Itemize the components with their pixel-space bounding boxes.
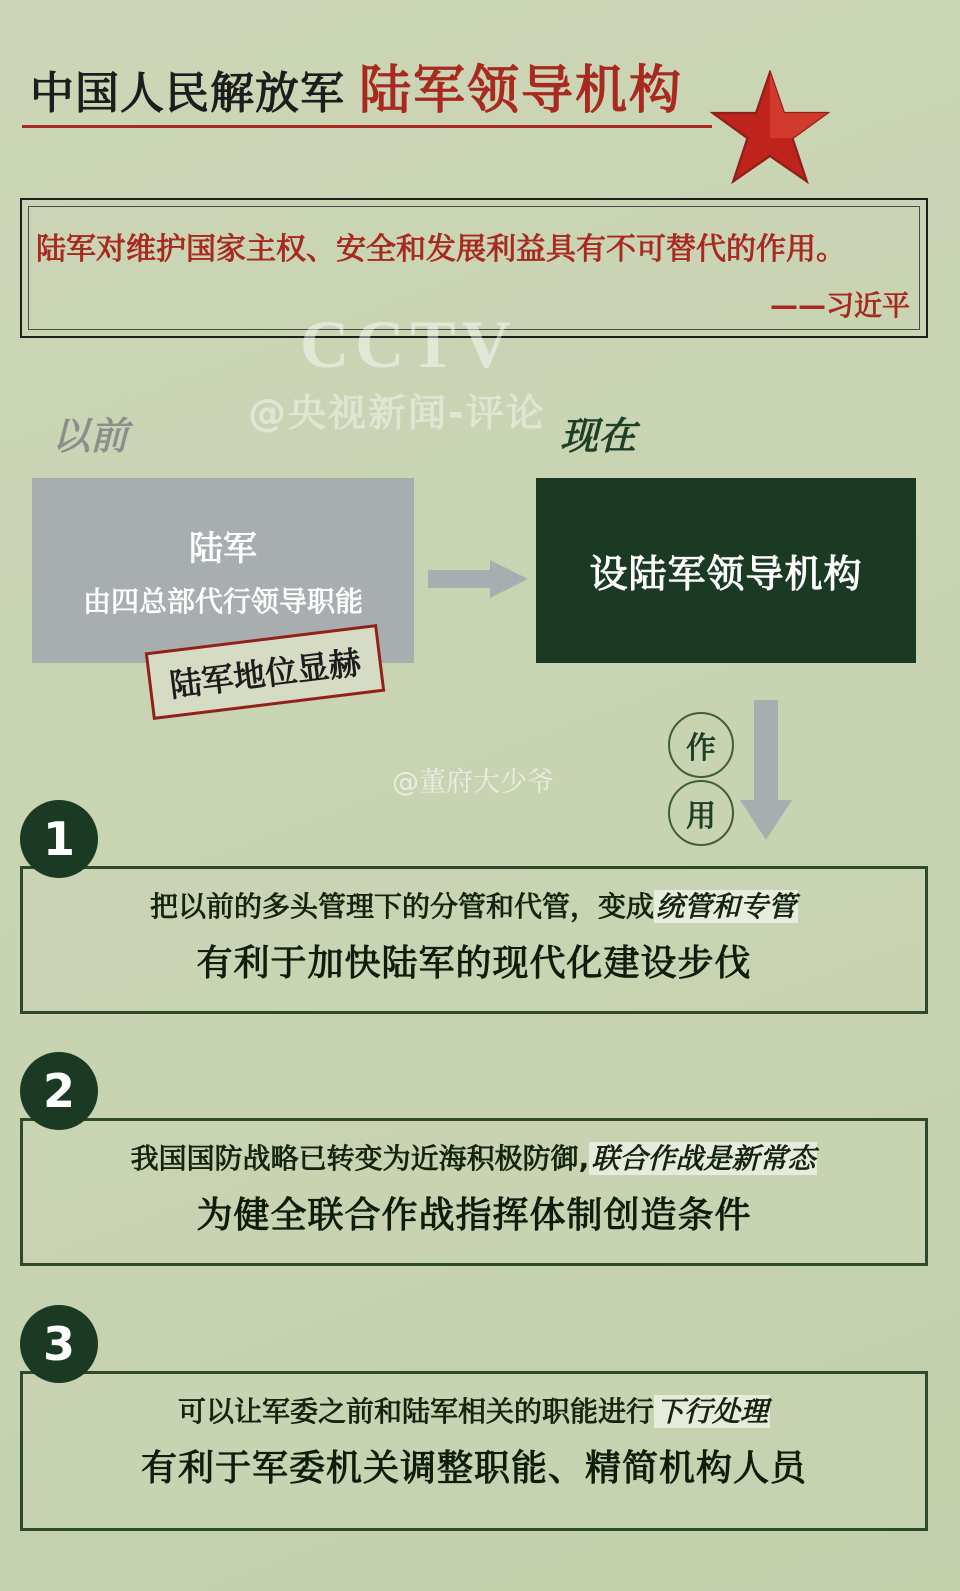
quote-author: ——习近平: [769, 289, 910, 322]
point-box-1: [20, 866, 928, 1014]
now-box-text: 设陆军领导机构: [589, 552, 863, 596]
point-badge-1: 1: [20, 800, 98, 878]
quote-text: 陆军对维护国家主权、安全和发展利益具有不可替代的作用。: [36, 232, 846, 267]
point-3-line1-prefix: 可以让军委之前和陆军相关的职能进行: [177, 1395, 654, 1428]
point-2-line2: 为健全联合作战指挥体制创造条件: [196, 1194, 752, 1236]
point-box-3: [20, 1371, 928, 1531]
effect-char-1: 作: [668, 712, 734, 778]
now-box: [536, 478, 916, 663]
page-title: [30, 48, 683, 123]
point-2-line1: [23, 1137, 925, 1177]
point-1-line1: [23, 885, 925, 925]
point-box-2: [20, 1118, 928, 1266]
before-box-line1: 陆军: [189, 529, 257, 569]
watermark-cctv-sub: @央视新闻-评论: [248, 391, 546, 435]
point-2-line1-highlight: 联合作战是新常态: [591, 1142, 816, 1175]
now-label: 现在: [560, 413, 637, 458]
point-1-line1-prefix: 把以前的多头管理下的分管和代管，变成: [149, 890, 654, 923]
point-1-line1-highlight: 统管和专管: [656, 890, 797, 923]
page-title-red: 陆军领导机构: [359, 61, 684, 121]
point-3-line1-highlight: 下行处理: [656, 1395, 769, 1428]
down-arrow-icon: [736, 700, 796, 850]
before-label: 以前: [52, 413, 129, 458]
point-2-line1-prefix: 我国国防战略已转变为近海积极防御,: [130, 1142, 590, 1175]
status-stamp-text: 陆军地位显赫: [167, 643, 363, 705]
right-arrow-icon: [428, 558, 528, 600]
point-3-line2: 有利于军委机关调整职能、精简机构人员: [140, 1447, 807, 1489]
point-badge-3: 3: [20, 1305, 98, 1383]
watermark-user: @董府大少爷: [392, 767, 554, 798]
before-box-line2: 由四总部代行领导职能: [82, 585, 363, 618]
point-3-line1: [23, 1390, 925, 1430]
red-star-icon: [710, 70, 830, 184]
effect-char-2: 用: [668, 780, 734, 846]
page-title-black: 中国人民解放军: [30, 68, 345, 119]
point-badge-2: 2: [20, 1052, 98, 1130]
point-1-line2: 有利于加快陆军的现代化建设步伐: [196, 942, 752, 984]
page-header: [0, 0, 960, 140]
header-divider: [22, 125, 712, 128]
watermark-cctv: CCTV: [300, 306, 517, 382]
